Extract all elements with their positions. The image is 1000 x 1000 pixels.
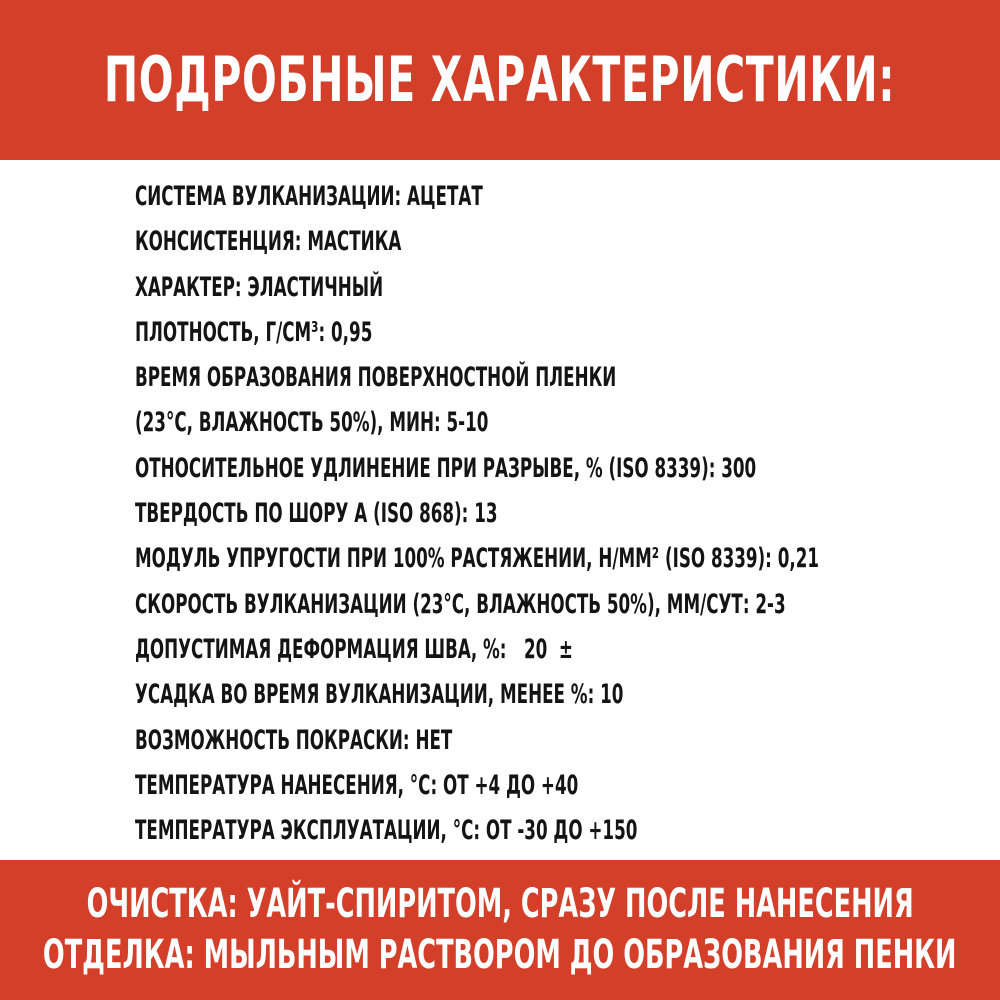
spec-line — [0, 355, 1000, 400]
spec-skin-time-label: ВРЕМЯ ОБРАЗОВАНИЯ ПОВЕРХНОСТНОЙ ПЛЕНКИ — [135, 362, 617, 394]
spec-line — [0, 265, 1000, 310]
spec-vulcanization-system: СИСТЕМА ВУЛКАНИЗАЦИИ: АЦЕТАТ — [135, 181, 483, 212]
spec-shore-hardness: ТВЕРДОСТЬ ПО ШОРУ А (ISO 868): 13 — [135, 498, 498, 530]
spec-line — [0, 582, 1000, 627]
header-banner — [0, 0, 1000, 160]
spec-line — [0, 718, 1000, 763]
spec-list — [0, 174, 1000, 853]
page-title: ПОДРОБНЫЕ ХАРАКТЕРИСТИКИ: — [104, 42, 896, 116]
spec-line — [0, 627, 1000, 672]
spec-line — [0, 808, 1000, 853]
spec-application-temperature: ТЕМПЕРАТУРА НАНЕСЕНИЯ, °С: ОТ +4 ДО +40 — [135, 769, 579, 801]
spec-line — [0, 536, 1000, 581]
spec-line — [0, 672, 1000, 717]
spec-line — [0, 310, 1000, 355]
footer-banner — [0, 860, 1000, 1000]
spec-cure-speed: СКОРОСТЬ ВУЛКАНИЗАЦИИ (23°С, ВЛАЖНОСТЬ 50%), ММ/СУТ: 2-3 — [135, 588, 786, 620]
spec-line — [0, 400, 1000, 445]
spec-elongation: ОТНОСИТЕЛЬНОЕ УДЛИНЕНИЕ ПРИ РАЗРЫВЕ, % (ISO 8339): 300 — [135, 452, 757, 484]
spec-line — [0, 491, 1000, 536]
spec-joint-deformation: ДОПУСТИМАЯ ДЕФОРМАЦИЯ ШВА, %: 20 ± — [135, 633, 573, 665]
spec-line — [0, 763, 1000, 808]
spec-line — [0, 446, 1000, 491]
spec-line — [0, 219, 1000, 264]
spec-line — [0, 174, 1000, 219]
spec-density: ПЛОТНОСТЬ, Г/СМ³: 0,95 — [135, 316, 373, 348]
spec-character: ХАРАКТЕР: ЭЛАСТИЧНЫЙ — [135, 271, 384, 303]
spec-service-temperature: ТЕМПЕРАТУРА ЭКСПЛУАТАЦИИ, °С: ОТ -30 ДО +150 — [135, 815, 638, 847]
finishing-note: ОТДЕЛКА: МЫЛЬНЫМ РАСТВОРОМ ДО ОБРАЗОВАНИЯ ПЕНКИ — [43, 932, 957, 978]
spec-skin-time-value: (23°С, ВЛАЖНОСТЬ 50%), МИН: 5-10 — [135, 407, 489, 439]
spec-shrinkage: УСАДКА ВО ВРЕМЯ ВУЛКАНИЗАЦИИ, МЕНЕЕ %: 10 — [135, 679, 624, 711]
spec-consistency: КОНСИСТЕНЦИЯ: МАСТИКА — [135, 226, 402, 258]
spec-paintability: ВОЗМОЖНОСТЬ ПОКРАСКИ: НЕТ — [135, 724, 453, 756]
cleaning-note: ОЧИСТКА: УАЙТ-СПИРИТОМ, СРАЗУ ПОСЛЕ НАНЕСЕНИЯ — [86, 881, 914, 927]
spec-elastic-modulus: МОДУЛЬ УПРУГОСТИ ПРИ 100% РАСТЯЖЕНИИ, Н/ММ² (ISO 8339): 0,21 — [135, 543, 820, 575]
